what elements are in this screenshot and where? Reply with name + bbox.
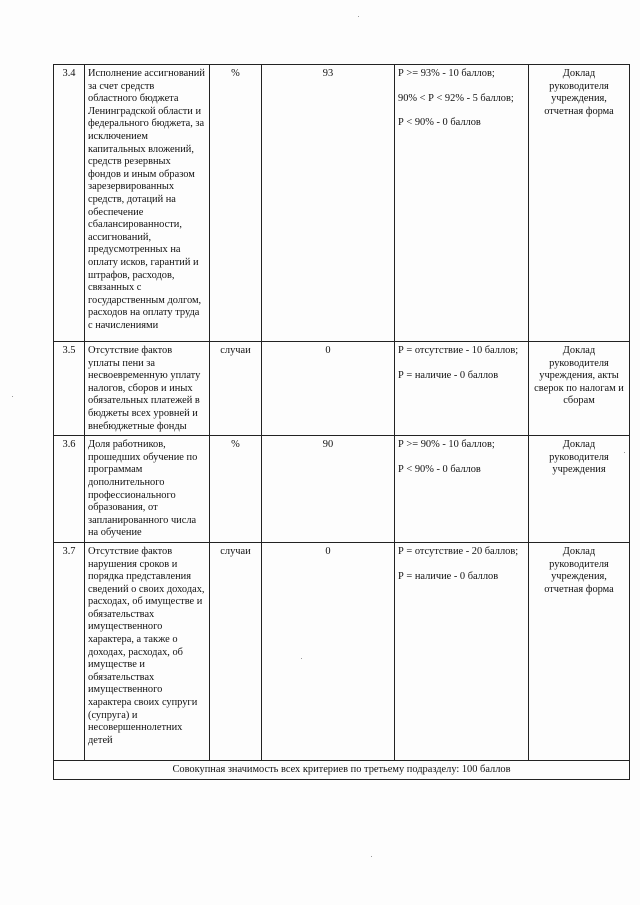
total-significance: Совокупная значимость всех критериев по третьему подразделу: 100 баллов <box>54 760 630 779</box>
scoring-scale <box>395 342 529 436</box>
scan-speck <box>301 658 302 659</box>
source-cell: Доклад руководителя учреждения <box>529 436 630 543</box>
source-cell: Доклад руководителя учреждения, отчетная форма <box>529 65 630 342</box>
criteria-table <box>53 64 630 780</box>
value-cell: 0 <box>262 342 395 436</box>
total-row <box>54 760 630 779</box>
scale-line: Р = отсутствие - 10 баллов; <box>398 345 519 356</box>
scale-line: Р = отсутствие - 20 баллов; <box>398 545 519 557</box>
scale-line: Р < 90% - 0 баллов <box>398 117 481 129</box>
scale-line: 90% < Р < 92% - 5 баллов; <box>398 92 514 104</box>
criterion-text: Отсутствие фактов нарушения сроков и порядка представления сведений о своих доходах, расходах, об имуществе и обязательствах имущественного характера, а также о доходах, расходах, об имуществе и обязательствах имущественного характера своих супруги (супруга) и несовершеннолетних детей <box>85 542 210 760</box>
row-number: 3.4 <box>54 65 85 342</box>
row-number: 3.6 <box>54 436 85 543</box>
criterion-text: Отсутствие фактов уплаты пени за несвоевременную уплату налогов, сборов и иных обязательных платежей в бюджеты всех уровней и внебюджетные фонды <box>85 342 210 436</box>
value-cell: 93 <box>262 65 395 342</box>
scan-speck <box>358 16 359 17</box>
scale-line: Р = наличие - 0 баллов <box>398 570 499 582</box>
scan-speck <box>371 856 372 857</box>
row-number: 3.7 <box>54 542 85 760</box>
table-row <box>54 542 630 760</box>
unit-cell: случаи <box>210 542 262 760</box>
table-row <box>54 436 630 543</box>
table-row <box>54 65 630 342</box>
scoring-scale <box>395 542 529 760</box>
scoring-scale <box>395 65 529 342</box>
source-cell: Доклад руководителя учреждения, акты сверок по налогам и сборам <box>529 342 630 436</box>
scale-line: Р < 90% - 0 баллов <box>398 463 481 475</box>
scoring-scale <box>395 436 529 543</box>
criterion-text: Исполнение ассигнований за счет средств областного бюджета Ленинградской области и федерального бюджета, за исключением капитальных вложений, средств резервных фондов и иным образом зарезервированных средств, дотаций на обеспечение сбалансированности, ассигнований, предусмотренных на оплату исков, гарантий и штрафов, расходов, связанных с государственным долгом, расходов на оплату труда с начислениями <box>85 65 210 342</box>
scale-line: Р >= 90% - 10 баллов; <box>398 439 495 451</box>
scan-speck <box>12 396 13 397</box>
criterion-text: Доля работников, прошедших обучение по программам дополнительного профессионального образования, от запланированного числа на обучение <box>85 436 210 543</box>
scan-speck <box>624 452 625 453</box>
scale-line: Р = наличие - 0 баллов <box>398 369 499 381</box>
value-cell: 0 <box>262 542 395 760</box>
row-number: 3.5 <box>54 342 85 436</box>
unit-cell: % <box>210 65 262 342</box>
source-cell: Доклад руководителя учреждения, отчетная форма <box>529 542 630 760</box>
unit-cell: % <box>210 436 262 543</box>
table-row <box>54 342 630 436</box>
value-cell: 90 <box>262 436 395 543</box>
scale-line: Р >= 93% - 10 баллов; <box>398 68 495 79</box>
unit-cell: случаи <box>210 342 262 436</box>
